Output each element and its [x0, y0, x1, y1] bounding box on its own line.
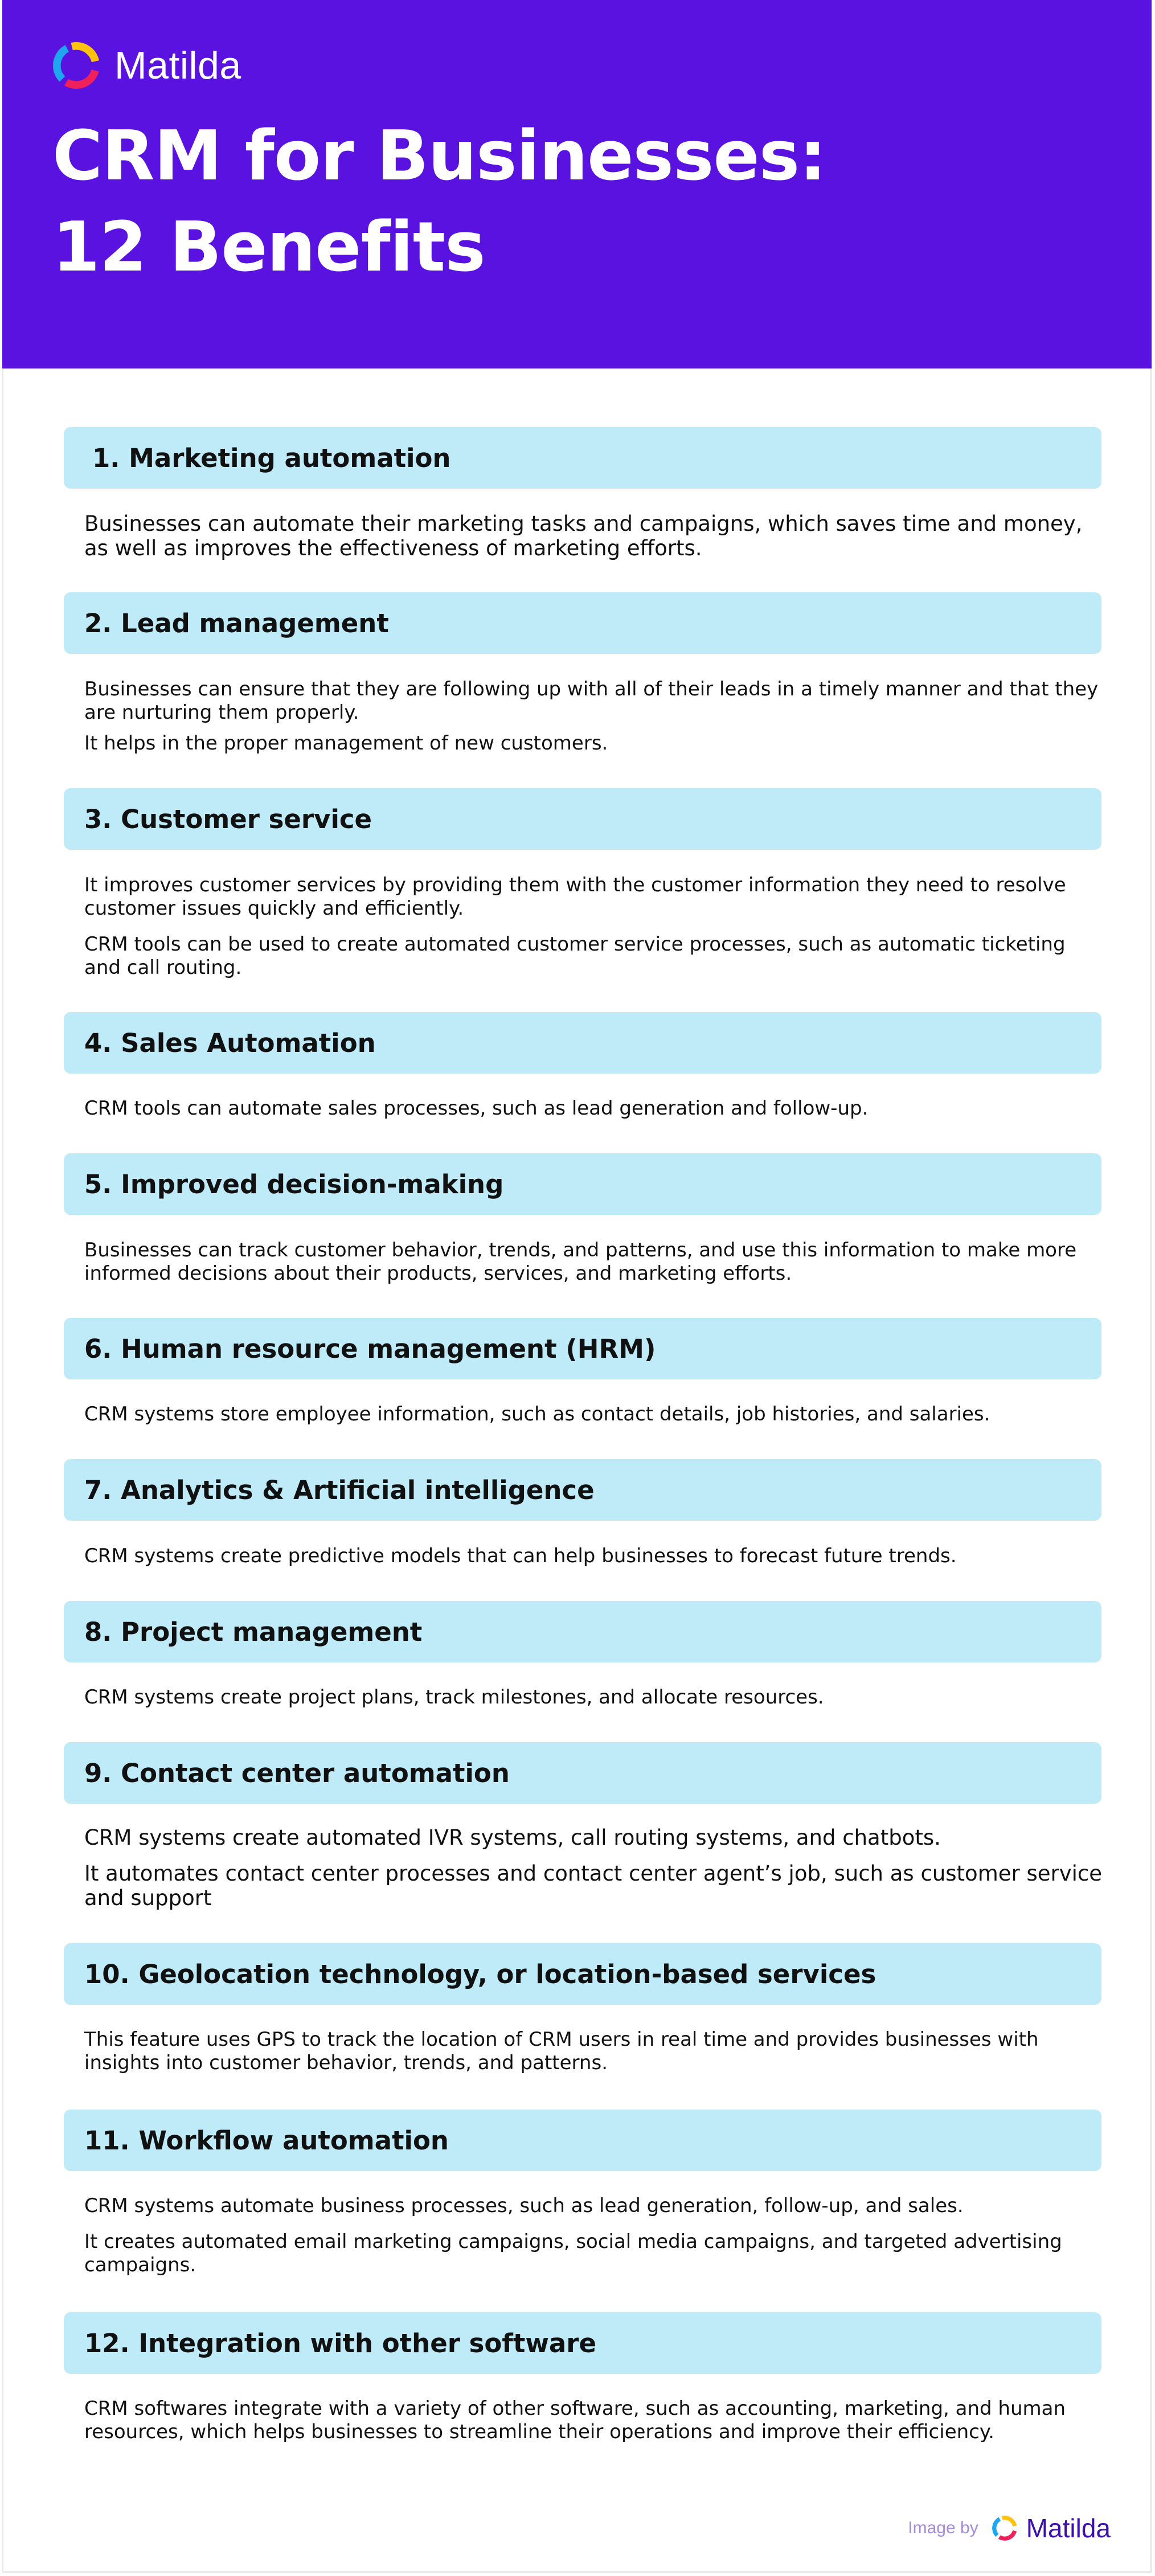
section-text: CRM systems create automated IVR systems, call routing systems, and chatbots. [84, 1825, 941, 1850]
section-title: 9. Contact center automation [84, 1758, 510, 1788]
title-line-2: 12 Benefits [52, 208, 485, 287]
title-line-1: CRM for Businesses: [52, 117, 826, 196]
section-text: CRM tools can be used to create automated customer service processes, such as automatic ticketing and call routing. [84, 933, 1066, 979]
page-title [52, 111, 826, 293]
section-text: CRM systems automate business processes, such as lead generation, follow-up, and sales. [84, 2194, 964, 2217]
section-title: 8. Project management [84, 1616, 423, 1647]
footer-label: Image by [908, 2518, 978, 2537]
section-text: Businesses can track customer behavior, trends, and patterns, and use this information to make more informed decisions about their products, services, and marketing efforts. [84, 1239, 1077, 1285]
brand-logo[interactable] [51, 40, 241, 91]
section-header-customer-service [64, 788, 1101, 850]
section-header-contact-center-automation [64, 1742, 1101, 1804]
section-title: 7. Analytics & Artificial intelligence [84, 1475, 595, 1505]
section-title: 5. Improved decision-making [84, 1169, 504, 1199]
section-title: 4. Sales Automation [84, 1027, 376, 1058]
section-text: CRM systems store employee information, such as contact details, job histories, and salaries. [84, 1403, 990, 1426]
section-header-improved-decision-making [64, 1153, 1101, 1215]
section-title: 12. Integration with other software [84, 2328, 597, 2358]
section-header-integration [64, 2312, 1101, 2374]
section-title: 6. Human resource management (HRM) [84, 1333, 656, 1364]
header-banner [2, 0, 1152, 368]
section-text: This feature uses GPS to track the location of CRM users in real time and provides businesses with insights into customer behavior, trends, and patterns. [84, 2028, 1039, 2074]
section-title: 2. Lead management [84, 608, 389, 638]
section-text: It automates contact center processes and contact center agent’s job, such as customer service and support [84, 1861, 1103, 1910]
section-text: It helps in the proper management of new customers. [84, 732, 608, 755]
section-text: CRM softwares integrate with a variety of other software, such as accounting, marketing, and human resources, which helps businesses to streamline their operations and improve their efficiency. [84, 2397, 1066, 2443]
section-text: Businesses can automate their marketing tasks and campaigns, which saves time and money, as well as improves the effectiveness of marketing efforts. [84, 511, 1083, 560]
section-header-sales-automation [64, 1012, 1101, 1074]
section-text: CRM systems create project plans, track milestones, and allocate resources. [84, 1686, 824, 1709]
section-text: CRM systems create predictive models that can help businesses to forecast future trends. [84, 1545, 957, 1567]
section-title: 1. Marketing automation [92, 443, 451, 473]
footer-credit[interactable] [908, 2513, 1111, 2544]
section-text: It improves customer services by providing them with the customer information they need to resolve customer issues quickly and efficiently. [84, 874, 1066, 920]
section-header-lead-management [64, 592, 1101, 654]
section-text: Businesses can ensure that they are following up with all of their leads in a timely manner and that they are nurturing them properly. [84, 678, 1099, 724]
page-frame [2, 0, 1152, 2573]
section-header-analytics-ai [64, 1459, 1101, 1521]
section-header-hrm [64, 1318, 1101, 1379]
section-header-workflow-automation [64, 2110, 1101, 2171]
matilda-logo-icon [991, 2514, 1018, 2542]
footer-brand-name: Matilda [1026, 2513, 1111, 2543]
section-title: 11. Workflow automation [84, 2125, 449, 2156]
section-text: It creates automated email marketing campaigns, social media campaigns, and targeted advertising campaigns. [84, 2230, 1062, 2276]
section-text: CRM tools can automate sales processes, such as lead generation and follow-up. [84, 1097, 869, 1120]
section-header-project-management [64, 1601, 1101, 1662]
brand-name: Matilda [114, 44, 241, 87]
section-title: 10. Geolocation technology, or location-based services [84, 1959, 877, 1989]
section-header-marketing-automation [64, 427, 1101, 489]
section-header-geolocation [64, 1943, 1101, 2005]
section-title: 3. Customer service [84, 804, 372, 834]
matilda-logo-icon [51, 40, 102, 91]
